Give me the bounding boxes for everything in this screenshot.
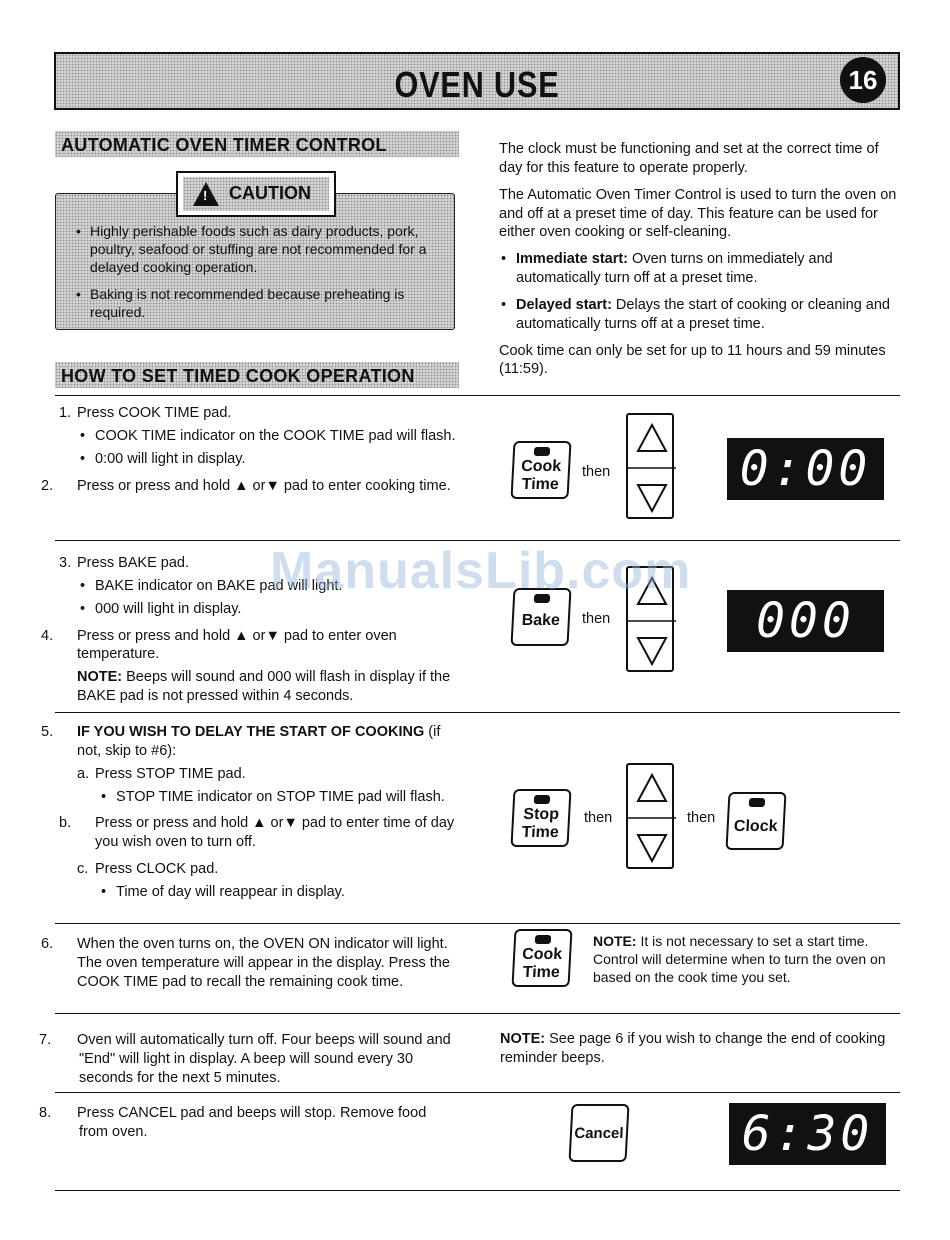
down-arrow-icon: ▼ [265,477,280,494]
pad-label: Time [521,824,560,842]
step-text: When the oven turns on, the OVEN ON indicator will light. The oven temperature will appear in the display. Press the COOK TIME pad to recall the remaining cook time. [77,936,450,990]
caution-item: • Baking is not recommended because preheating is required. [72,285,448,321]
page-title: OVEN USE [394,64,560,105]
note-label: NOTE: [77,669,123,686]
indicator-light [534,447,550,456]
delayed-start-item [499,296,899,334]
up-arrow-icon[interactable] [638,775,666,801]
indicator-light [534,795,550,804]
step-letter: b. [59,815,72,832]
up-arrow-icon: ▲ [252,815,267,832]
step-5b [59,814,459,852]
divider [55,1013,900,1014]
intro-paragraph: Cook time can only be set for up to 11 hours and 59 minutes (11:59). [499,342,886,378]
note-label: NOTE: [500,1031,546,1047]
step-text: Press COOK TIME pad. [77,405,232,421]
oven-display: 0:00 [727,438,884,500]
step-text: Press STOP TIME pad. [95,765,246,782]
caution-item: • Highly perishable foods such as dairy products, pork, poultry, seafood or stuffing are not recommended for a delayed cooking operation. [72,222,448,277]
step-text: or [248,627,266,644]
step-1 [59,404,459,423]
bullet: • STOP TIME indicator on STOP TIME pad will flash. [99,788,459,807]
down-arrow-icon: ▼ [265,627,280,644]
step-8 [39,1104,459,1142]
pad-label: Stop [522,806,560,823]
cook-time-pad[interactable] [510,441,571,499]
step-2 [41,477,459,496]
step-7 [39,1031,459,1088]
step-text: (if not, skip to #6): [77,724,441,759]
divider [55,923,900,924]
up-arrow-icon: ▲ [234,627,249,644]
indicator-light [535,935,551,944]
step-5a [59,765,459,784]
bullet: • 000 will light in display. [78,600,459,619]
indicator-light [749,798,765,807]
divider [55,1092,900,1093]
arrow-pad[interactable] [626,413,674,519]
warning-icon: ! [193,182,219,206]
caution-tag [176,171,336,217]
delayed-start-text: Delays the start of cooking or cleaning and automatically turns off at a preset time. [516,296,890,332]
step-number: 2. [41,477,54,494]
then-label: then [687,810,716,826]
step-number: 3. [59,555,72,571]
page-number-badge: 16 [840,57,886,103]
step-5a-bullets [59,788,459,807]
divider [55,712,900,713]
note-text: Beeps will sound and 000 will flash in display if the BAKE pad is not pressed within 4 seconds. [77,669,451,705]
cook-time-pad[interactable] [511,929,572,987]
step-1-bullets [59,427,459,469]
page-header [54,52,900,110]
note-step-6 [593,932,903,987]
step-5 [41,723,459,761]
step-text-bold: IF YOU WISH TO DELAY THE START OF COOKING [77,724,425,740]
clock-pad[interactable] [725,792,786,850]
step-text: Press or press and hold [77,477,235,494]
oven-display: 6:30 [729,1103,886,1165]
then-label: then [584,810,613,826]
step-text: Press BAKE pad. [77,555,190,571]
caution-label: CAUTION [229,183,311,204]
delayed-start-label: Delayed start: [516,296,612,313]
down-arrow-icon[interactable] [638,638,666,664]
step-letter: c. [77,861,89,878]
step-number: 8. [39,1105,52,1121]
bullet: • 0:00 will light in display. [78,450,459,469]
immediate-start-text: Oven turns on immediately and automatically turn off at a preset time. [516,251,833,287]
step-number: 1. [59,405,72,421]
divider [55,395,900,396]
step-4 [41,627,459,665]
step-text: pad to enter time of day you wish oven to turn off. [95,815,455,851]
step-block-5 [41,723,459,902]
step-letter: a. [77,765,90,782]
step-number: 6. [41,936,54,952]
pad-label: Cook [521,946,563,963]
stop-time-pad[interactable] [510,789,571,847]
caution-header [183,177,329,211]
pad-label: Time [521,476,560,494]
note-label: NOTE: [593,933,637,949]
step-5c [59,860,459,879]
note-text: It is not necessary to set a start time. Control will determine when to turn the oven on based on the cook time you set. [593,933,886,986]
pad-label: Time [522,964,561,982]
up-arrow-icon[interactable] [638,425,666,451]
down-arrow-icon[interactable] [638,485,666,511]
then-label: then [582,611,611,627]
step-number: 7. [39,1032,52,1048]
step-text: or [248,477,266,494]
divider [55,1190,900,1191]
step-number: 5. [41,724,54,740]
pad-label: Cancel [573,1125,625,1142]
step-block-1-2 [41,404,459,495]
intro-paragraph: The clock must be functioning and set at the correct time of day for this feature to operate properly. [499,141,879,176]
up-arrow-icon: ▲ [234,477,249,494]
step-text: or [266,815,284,832]
step-text: Press or press and hold [77,627,235,644]
intro-paragraph: The Automatic Oven Timer Control is used to turn the oven on and off at a preset time of day. This feature can be used for either oven cooking or self-cleaning. [499,186,897,241]
step-5c-bullets [59,883,459,902]
pad-label: Bake [521,612,561,629]
step-text: Press CANCEL pad and beeps will stop. Remove food from oven. [77,1105,427,1140]
down-arrow-icon[interactable] [638,835,666,861]
then-label: then [582,464,611,480]
bullet: • BAKE indicator on BAKE pad will light. [78,577,459,596]
step-text: pad to enter cooking time. [279,477,451,494]
immediate-start-item [499,250,899,288]
section-heading-timed-cook: HOW TO SET TIMED COOK OPERATION [55,362,459,388]
step-text: Press or press and hold [95,815,253,832]
note-step-7 [500,1030,900,1068]
bullet: • COOK TIME indicator on the COOK TIME pad will flash. [78,427,459,446]
step-4-note [59,668,459,706]
oven-display: 000 [727,590,884,652]
watermark: ManualsLib.com [270,542,692,600]
intro-text [499,140,899,387]
step-number: 4. [41,627,54,644]
step-text: Press CLOCK pad. [95,861,219,878]
step-6 [41,935,454,992]
pad-label: Cook [520,458,562,475]
cancel-pad[interactable] [568,1104,629,1162]
bullet: • Time of day will reappear in display. [99,883,459,902]
note-text: See page 6 if you wish to change the end of cooking reminder beeps. [500,1031,886,1066]
down-arrow-icon: ▼ [283,815,298,832]
arrow-pad[interactable] [626,763,674,869]
caution-list [72,222,448,329]
step-text: Oven will automatically turn off. Four beeps will sound and "End" will light in display. A beep will sound every 30 seconds for the next 5 minutes. [77,1032,451,1086]
start-options-list [499,250,899,333]
pad-label: Clock [733,818,778,835]
step-text: pad to enter oven temperature. [77,627,397,663]
section-heading-auto-timer: AUTOMATIC OVEN TIMER CONTROL [55,131,459,157]
immediate-start-label: Immediate start: [516,251,629,268]
